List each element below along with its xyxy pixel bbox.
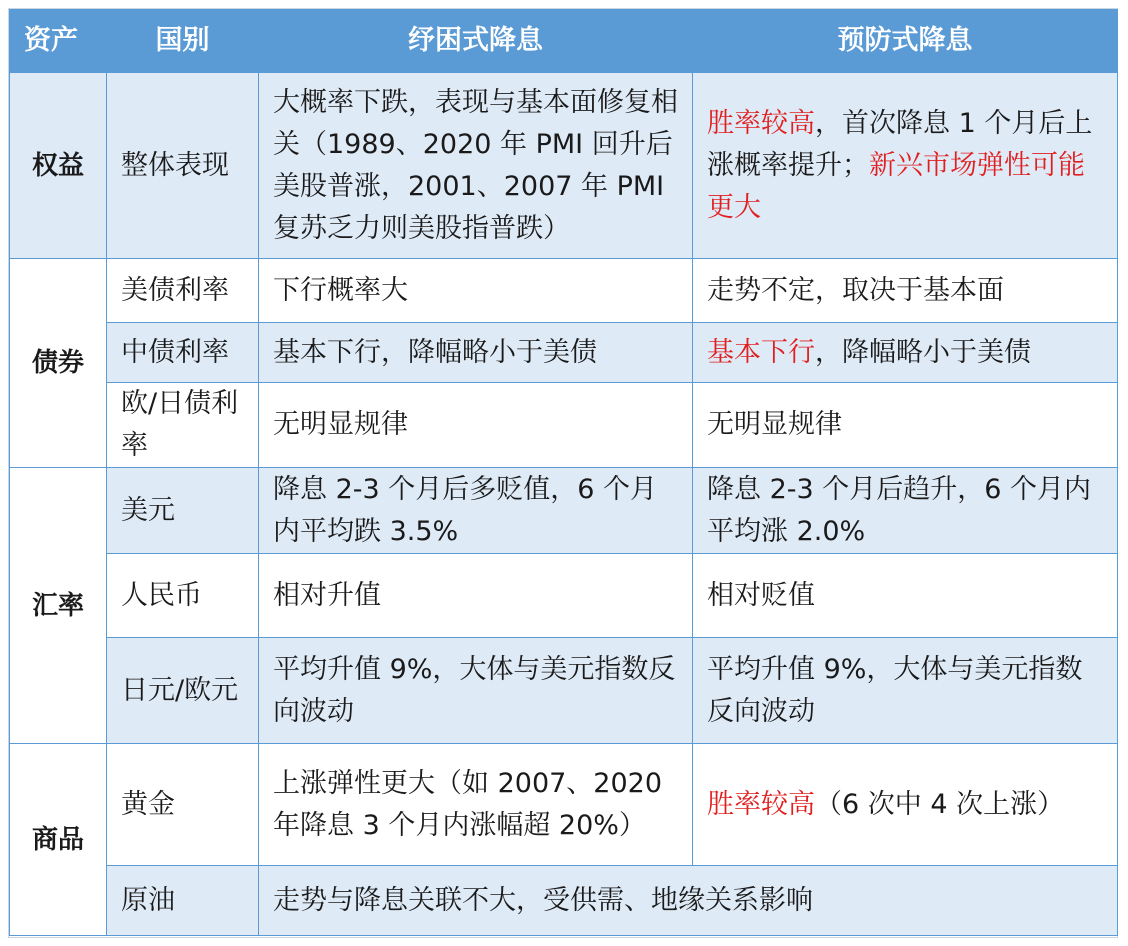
rate-cut-asset-table xyxy=(9,9,1118,936)
cell-preventive xyxy=(693,744,1118,866)
group-bonds: 债券 xyxy=(10,259,107,468)
header-asset: 资产 xyxy=(10,10,107,73)
table-row xyxy=(10,383,1118,468)
cell-relief: 上涨弹性更大（如 2007、2020 年降息 3 个月内涨幅超 20%） xyxy=(259,744,693,866)
row-item: 中债利率 xyxy=(107,323,259,383)
cell-relief: 降息 2-3 个月后多贬值，6 个月内平均跌 3.5% xyxy=(259,468,693,554)
header-row xyxy=(10,10,1118,73)
cell-text: （6 次中 4 次上涨） xyxy=(815,788,1065,820)
row-item: 黄金 xyxy=(107,744,259,866)
row-item: 原油 xyxy=(107,866,259,936)
highlight-text: 胜率较高 xyxy=(707,107,815,139)
row-item: 美元 xyxy=(107,468,259,554)
cell-relief: 无明显规律 xyxy=(259,383,693,468)
cell-preventive: 平均升值 9%，大体与美元指数反向波动 xyxy=(693,638,1118,744)
table-row xyxy=(10,73,1118,259)
cell-relief: 平均升值 9%，大体与美元指数反向波动 xyxy=(259,638,693,744)
cell-preventive: 相对贬值 xyxy=(693,554,1118,638)
table-row xyxy=(10,638,1118,744)
table-row xyxy=(10,866,1118,936)
cell-relief: 基本下行，降幅略小于美债 xyxy=(259,323,693,383)
group-equity: 权益 xyxy=(10,73,107,259)
highlight-text: 新兴市场弹性可能更大 xyxy=(707,149,1085,223)
table-row xyxy=(10,468,1118,554)
table-row xyxy=(10,554,1118,638)
cell-relief: 大概率下跌，表现与基本面修复相关（1989、2020 年 PMI 回升后美股普涨，2001、2007 年 PMI 复苏乏力则美股指普跌） xyxy=(259,73,693,259)
cell-preventive: 降息 2-3 个月后趋升，6 个月内平均涨 2.0% xyxy=(693,468,1118,554)
header-relief-cut: 纾困式降息 xyxy=(259,10,693,73)
table-row xyxy=(10,323,1118,383)
cell-merged: 走势与降息关联不大，受供需、地缘关系影响 xyxy=(259,866,1118,936)
highlight-text: 胜率较高 xyxy=(707,788,815,820)
table-frame xyxy=(8,8,1118,938)
row-item: 欧/日债利率 xyxy=(107,383,259,468)
cell-preventive: 无明显规律 xyxy=(693,383,1118,468)
row-item: 人民币 xyxy=(107,554,259,638)
row-item: 日元/欧元 xyxy=(107,638,259,744)
cell-relief: 相对升值 xyxy=(259,554,693,638)
cell-preventive xyxy=(693,73,1118,259)
row-item: 整体表现 xyxy=(107,73,259,259)
table-row xyxy=(10,744,1118,866)
cell-text: ，降幅略小于美债 xyxy=(815,336,1031,368)
header-preventive-cut: 预防式降息 xyxy=(693,10,1118,73)
cell-text: ，首次降息 1 个月后上涨概率提升； xyxy=(707,107,1093,181)
group-commodities: 商品 xyxy=(10,744,107,936)
row-item: 美债利率 xyxy=(107,259,259,323)
table-row xyxy=(10,259,1118,323)
group-fx: 汇率 xyxy=(10,468,107,744)
cell-relief: 下行概率大 xyxy=(259,259,693,323)
highlight-text: 基本下行 xyxy=(707,336,815,368)
header-country: 国别 xyxy=(107,10,259,73)
cell-preventive xyxy=(693,323,1118,383)
cell-preventive: 走势不定，取决于基本面 xyxy=(693,259,1118,323)
